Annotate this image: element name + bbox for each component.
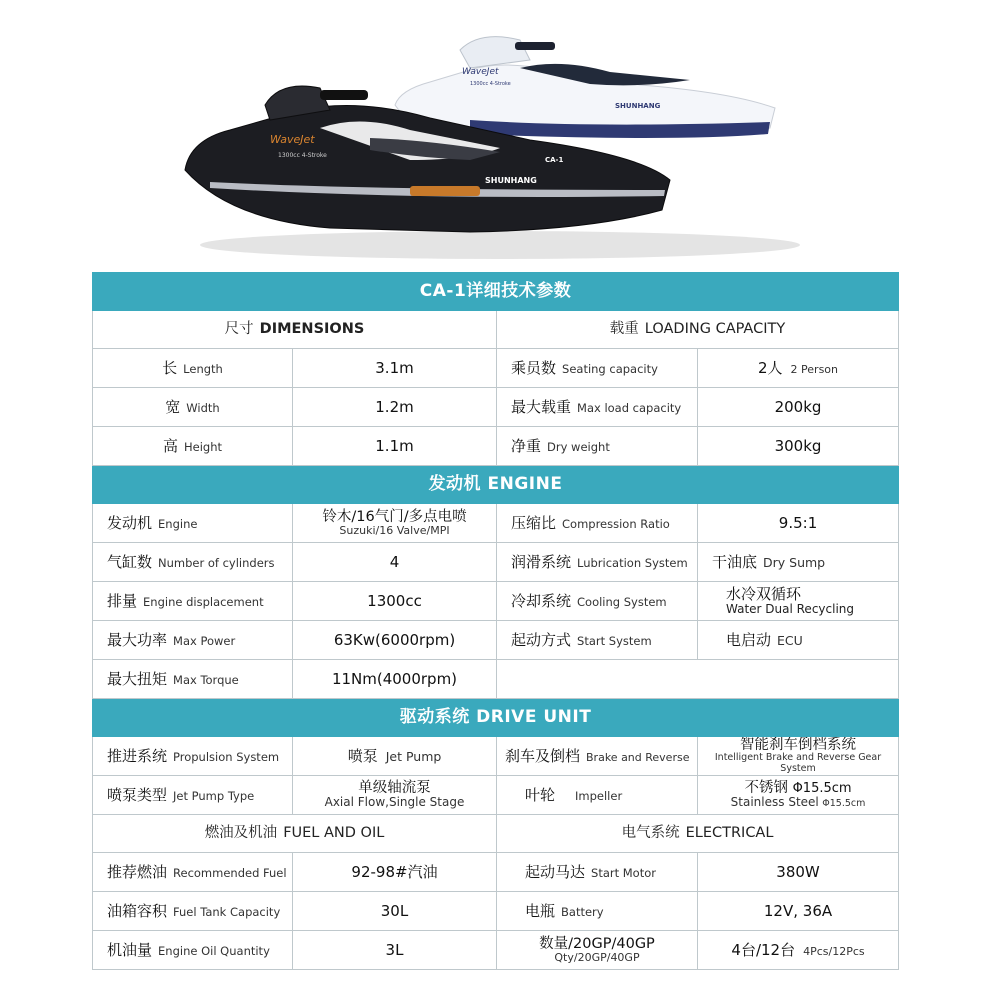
label-zh: 乘员数: [511, 359, 557, 378]
title-band: [93, 273, 899, 311]
dimensions-header-zh: 尺寸: [224, 321, 254, 338]
section-subheader-row: [93, 311, 899, 349]
row-value: 4: [293, 543, 497, 582]
loading-header-zh: 载重: [609, 321, 639, 338]
value-en: Stainless Steel: [730, 795, 819, 810]
label-en: Height: [184, 440, 223, 455]
spec-table: [92, 272, 899, 970]
row-label: [93, 660, 293, 699]
table-row: [93, 349, 899, 388]
label-en: Engine: [158, 517, 198, 532]
row-value: [293, 504, 497, 543]
label-zh: 电瓶: [525, 902, 556, 921]
row-value: 300kg: [698, 427, 899, 466]
label-en: Dry weight: [547, 440, 610, 455]
label-en: Max Torque: [173, 673, 239, 688]
row-label: [497, 892, 698, 931]
value-en: Jet Pump: [385, 748, 442, 764]
jet-ski-illustration: [170, 10, 830, 265]
drive-header: 驱动系统 DRIVE UNIT: [93, 699, 899, 737]
row-label: [497, 504, 698, 543]
label-zh: 压缩比: [511, 514, 557, 533]
value-zh: 铃木/16气门/多点电喷: [322, 508, 467, 525]
label-en: Impeller: [575, 789, 623, 804]
fuel-header-zh: 燃油及机油: [204, 825, 278, 842]
label-zh: 气缸数: [107, 553, 153, 572]
table-row: [93, 892, 899, 931]
label-en: Propulsion System: [173, 750, 280, 765]
value-zh: 不锈钢: [744, 779, 788, 796]
front-tag-text: WaveJet: [270, 133, 315, 146]
label-zh: 宽: [165, 398, 181, 417]
electrical-header-zh: 电气系统: [621, 825, 680, 842]
label-en: Recommended Fuel: [173, 866, 287, 881]
dimensions-header: [93, 311, 497, 349]
label-zh: 叶轮: [525, 786, 556, 805]
row-value: 3.1m: [293, 349, 497, 388]
label-zh: 数量/20GP/40GP: [539, 935, 655, 952]
row-label: [497, 621, 698, 660]
label-en: Max load capacity: [577, 401, 682, 416]
table-row: [93, 504, 899, 543]
label-zh: 净重: [511, 437, 542, 456]
row-label: [93, 388, 293, 427]
row-label: [497, 776, 698, 815]
value-zh: 2人: [758, 358, 783, 377]
row-value: [698, 349, 899, 388]
spec-title: CA-1详细技术参数: [93, 273, 899, 311]
row-value: [698, 582, 899, 621]
row-label: [497, 427, 698, 466]
row-value: 200kg: [698, 388, 899, 427]
value-en: Water Dual Recycling: [726, 601, 855, 616]
row-label: [93, 582, 293, 621]
row-value: [698, 621, 899, 660]
label-zh: 油箱容积: [107, 902, 168, 921]
table-row: [93, 931, 899, 970]
label-en: Battery: [561, 905, 604, 920]
label-en: Number of cylinders: [158, 556, 275, 571]
value-zh: 电启动: [726, 631, 772, 650]
label-zh: 最大载重: [511, 398, 572, 417]
row-label: [93, 349, 293, 388]
label-en: Engine Oil Quantity: [158, 944, 270, 959]
row-value: 11Nm(4000rpm): [293, 660, 497, 699]
section-subheader-row: [93, 815, 899, 853]
label-en: Cooling System: [577, 595, 667, 610]
row-label: [93, 427, 293, 466]
value-en: 2 Person: [790, 362, 839, 376]
rear-tag-text: WaveJet: [462, 67, 499, 77]
engine-band: [93, 466, 899, 504]
label-en: Lubrication System: [577, 556, 688, 571]
row-label: [93, 931, 293, 970]
value-num: Φ15.5cm: [792, 780, 852, 796]
table-row: [93, 388, 899, 427]
row-value: [293, 776, 497, 815]
rear-spec-text: 1300cc 4-Stroke: [470, 81, 511, 87]
row-value: [698, 931, 899, 970]
value-line-1: [702, 780, 894, 797]
table-row: [93, 427, 899, 466]
row-value: [293, 737, 497, 776]
engine-header: 发动机 ENGINE: [93, 466, 899, 504]
value-zh: 喷泵: [347, 746, 378, 765]
row-label: [93, 504, 293, 543]
label-zh: 起动马达: [525, 863, 586, 882]
value-zh: 4台/12台: [731, 940, 796, 959]
label-zh: 发动机: [107, 514, 153, 533]
dimensions-header-en: DIMENSIONS: [259, 321, 365, 338]
label-en: Compression Ratio: [562, 517, 670, 532]
empty-cell: [497, 660, 899, 699]
table-row: [93, 853, 899, 892]
value-zh: 水冷双循环: [726, 584, 802, 603]
row-value: [698, 776, 899, 815]
table-row: [93, 582, 899, 621]
label-zh: 机油量: [107, 941, 153, 960]
row-label: [497, 543, 698, 582]
label-zh: 长: [162, 359, 178, 378]
row-value: 12V, 36A: [698, 892, 899, 931]
label-zh: 推进系统: [107, 747, 168, 766]
label-zh: 最大功率: [107, 631, 168, 650]
value-en: 4Pcs/12Pcs: [803, 944, 865, 958]
row-label: [93, 543, 293, 582]
label-en: Width: [186, 401, 220, 416]
label-en: Fuel Tank Capacity: [173, 905, 281, 920]
row-label: [497, 853, 698, 892]
product-image: [170, 10, 830, 265]
front-model-text: CA-1: [545, 156, 564, 164]
row-value: 1.2m: [293, 388, 497, 427]
row-value: 1.1m: [293, 427, 497, 466]
row-label: [497, 931, 698, 970]
electrical-header-en: ELECTRICAL: [685, 825, 774, 842]
label-en: Brake and Reverse: [586, 751, 690, 765]
fuel-header: [93, 815, 497, 853]
row-value: 1300cc: [293, 582, 497, 621]
value-en: Dry Sump: [763, 555, 826, 571]
electrical-header: [497, 815, 899, 853]
value-num-small: Φ15.5cm: [822, 798, 866, 810]
label-zh: 冷却系统: [511, 592, 572, 611]
label-zh: 润滑系统: [511, 553, 572, 572]
row-value: [698, 543, 899, 582]
front-brand-text: SHUNHANG: [485, 176, 537, 185]
label-en: Start System: [577, 634, 652, 649]
row-value: [698, 737, 899, 776]
drive-band: [93, 699, 899, 737]
label-en: Seating capacity: [562, 362, 658, 377]
row-value: 30L: [293, 892, 497, 931]
value-en: Axial Flow,Single Stage: [324, 795, 465, 810]
loading-header-en: LOADING CAPACITY: [644, 321, 786, 338]
row-label: [93, 776, 293, 815]
row-label: [93, 621, 293, 660]
label-en: Start Motor: [591, 866, 656, 881]
row-label: [93, 892, 293, 931]
row-value: 63Kw(6000rpm): [293, 621, 497, 660]
label-en: Engine displacement: [143, 595, 264, 610]
loading-header: [497, 311, 899, 349]
row-label: [497, 349, 698, 388]
row-value: 9.5:1: [698, 504, 899, 543]
row-label: [497, 582, 698, 621]
label-zh: 刹车及倒档: [505, 747, 581, 766]
table-row: [93, 621, 899, 660]
label-en: Max Power: [173, 634, 236, 649]
rear-brand-text: SHUNHANG: [615, 102, 661, 110]
row-value: 92-98#汽油: [293, 853, 497, 892]
value-zh: 单级轴流泵: [358, 780, 431, 797]
label-zh: 最大扭矩: [107, 670, 168, 689]
row-label: [497, 388, 698, 427]
value-line-2: [702, 796, 894, 810]
label-en: Qty/20GP/40GP: [554, 950, 640, 964]
label-en: Length: [183, 362, 223, 377]
row-label: [497, 737, 698, 776]
label-zh: 排量: [107, 592, 138, 611]
table-row: [93, 660, 899, 699]
value-zh: 干油底: [712, 553, 758, 572]
front-spec-text: 1300cc 4-Stroke: [278, 152, 327, 159]
label-zh: 起动方式: [511, 631, 572, 650]
label-zh: 喷泵类型: [107, 786, 168, 805]
row-value: 380W: [698, 853, 899, 892]
fuel-header-en: FUEL AND OIL: [283, 825, 385, 842]
value-en: Suzuki/16 Valve/MPI: [339, 523, 450, 537]
row-value: 3L: [293, 931, 497, 970]
table-row: [93, 543, 899, 582]
value-en: Intelligent Brake and Reverse Gear System: [714, 752, 882, 775]
value-en: ECU: [777, 633, 803, 649]
row-label: [93, 853, 293, 892]
table-row: [93, 776, 899, 815]
label-zh: 推荐燃油: [107, 863, 168, 882]
label-en: Jet Pump Type: [173, 789, 255, 804]
table-row: [93, 737, 899, 776]
label-zh: 高: [162, 437, 178, 456]
row-label: [93, 737, 293, 776]
value-zh: 智能刹车倒档系统: [740, 737, 857, 754]
